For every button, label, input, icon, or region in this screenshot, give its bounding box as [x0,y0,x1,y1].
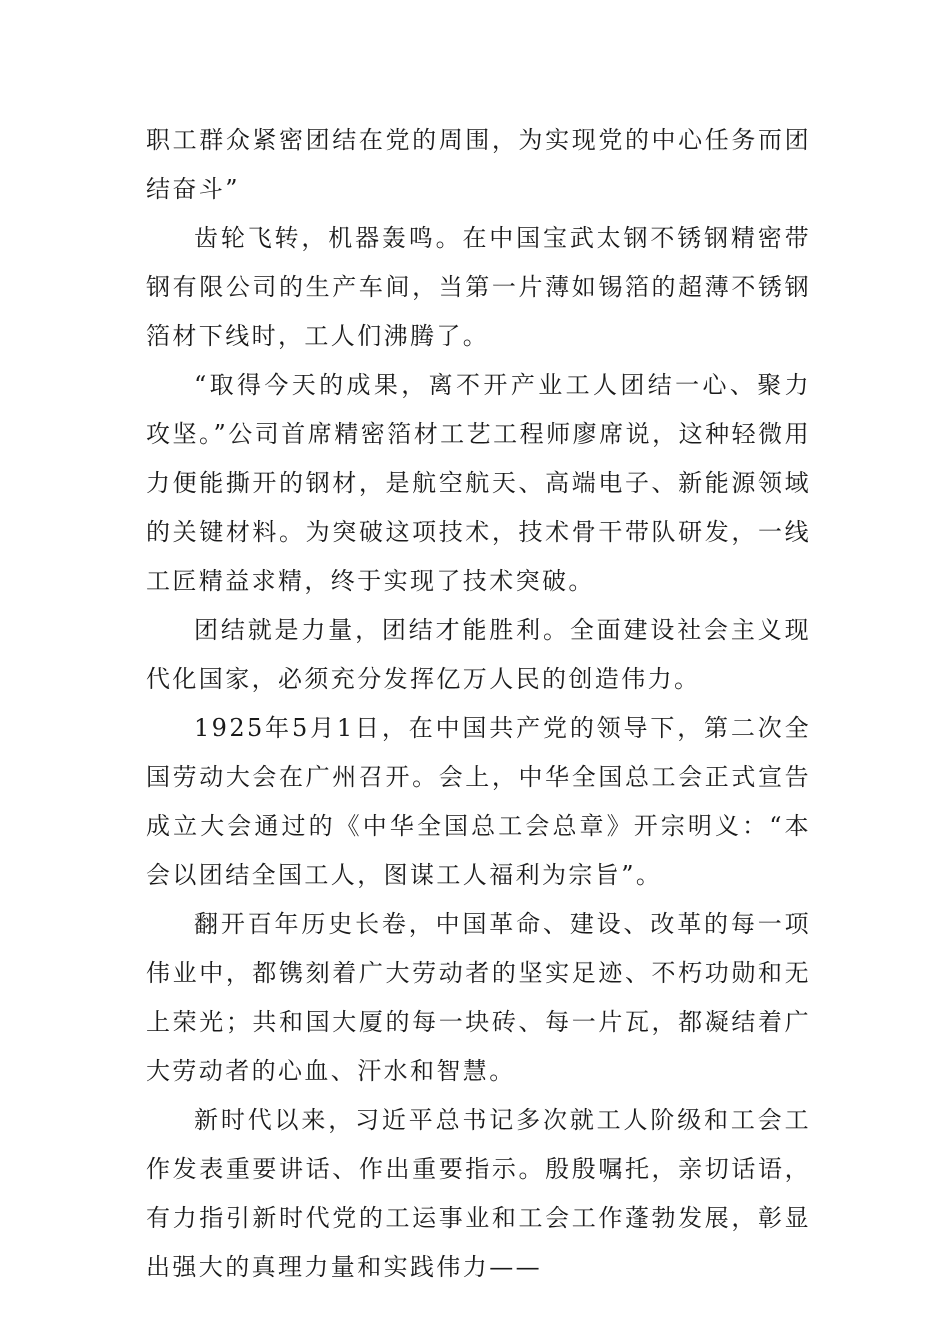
paragraph: 职工群众紧密团结在党的周围，为实现党的中心任务而团结奋斗” [146,126,811,203]
paragraph: 1925年5月1日，在中国共产党的领导下，第二次全国劳动大会在广州召开。会上，中华全国总工会正式宣告成立大会通过的《中华全国总工会总章》开宗明义：“本会以团结全国工人，图谋工人福利为宗旨”。 [146,714,811,889]
paragraph: 翻开百年历史长卷，中国革命、建设、改革的每一项伟业中，都镌刻着广大劳动者的坚实足迹、不朽功勋和无上荣光；共和国大厦的每一块砖、每一片瓦，都凝结着广大劳动者的心血、汗水和智慧。 [146,910,811,1085]
paragraph: 新时代以来，习近平总书记多次就工人阶级和工会工作发表重要讲话、作出重要指示。殷殷嘱托，亲切话语，有力指引新时代党的工运事业和工会工作蓬勃发展，彰显出强大的真理力量和实践伟力—— [146,1106,811,1281]
document-body [146,116,811,1292]
paragraph: “取得今天的成果，离不开产业工人团结一心、聚力攻坚。”公司首席精密箔材工艺工程师廖席说，这种轻微用力便能撕开的钢材，是航空航天、高端电子、新能源领域的关键材料。为突破这项技术，技术骨干带队研发，一线工匠精益求精，终于实现了技术突破。 [146,371,811,595]
paragraph: 团结就是力量，团结才能胜利。全面建设社会主义现代化国家，必须充分发挥亿万人民的创造伟力。 [146,616,811,693]
paragraph: 齿轮飞转，机器轰鸣。在中国宝武太钢不锈钢精密带钢有限公司的生产车间，当第一片薄如锡箔的超薄不锈钢箔材下线时，工人们沸腾了。 [146,224,811,350]
